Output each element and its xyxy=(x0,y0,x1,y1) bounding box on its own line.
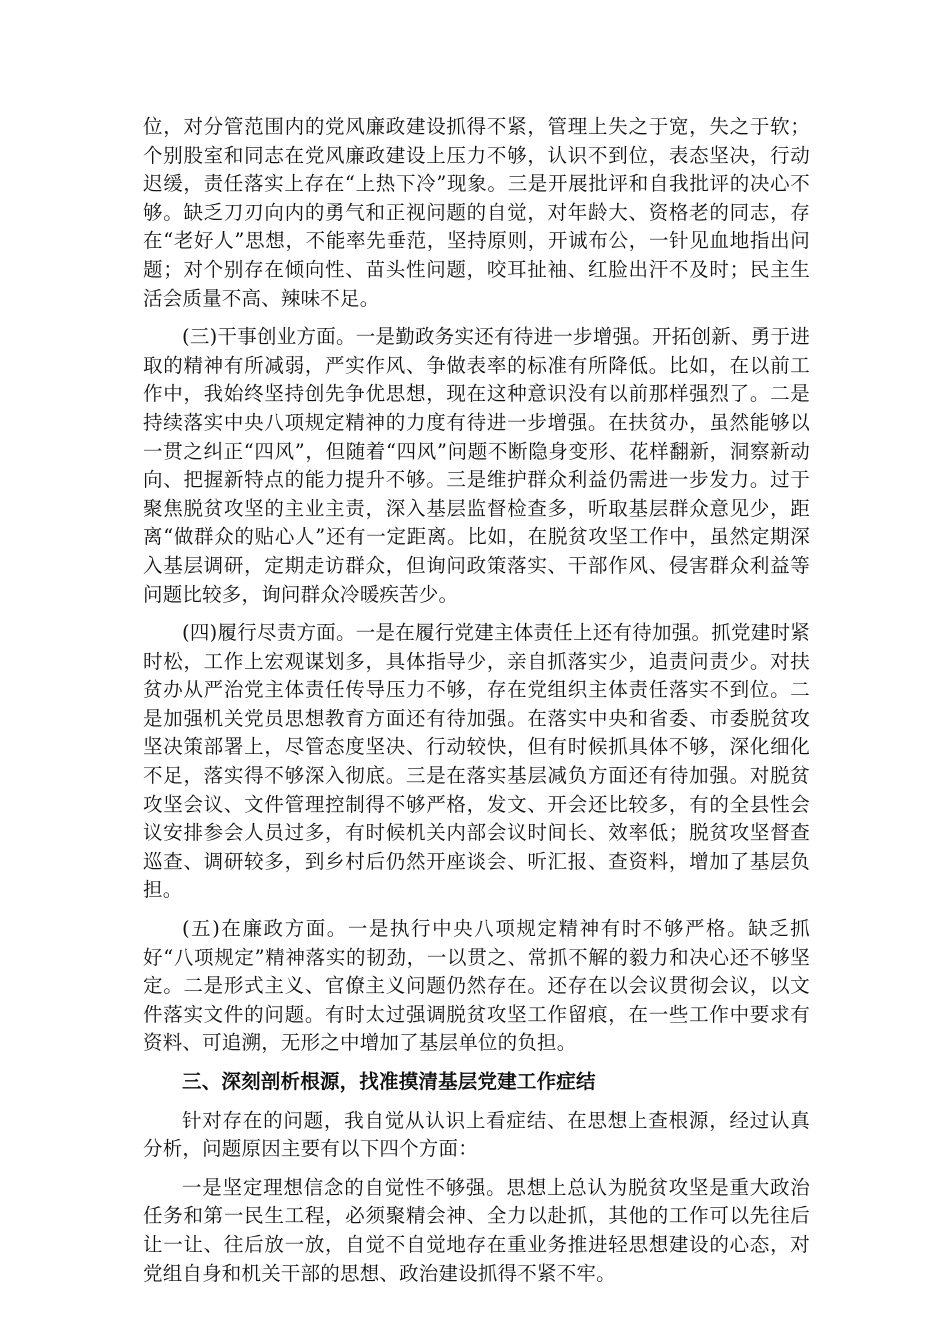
paragraph-career-aspect: (三)干事创业方面。一是勤政务实还有待进一步增强。开拓创新、勇于进取的精神有所减弱，严实作风、争做表率的标准有所降低。比如，在以前工作中，我始终坚持创先争优思想，现在这种意识没有以前那样强烈了。二是持续落实中央八项规定精神的力度有待进一步增强。在扶贫办，虽然能够以一贯之纠正“四风”，但随着“四风”问题不断隐身变形、花样翻新，洞察新动向、把握新特点的能力提升不够。三是维护群众利益仍需进一步发力。过于聚焦脱贫攻坚的主业主责，深入基层监督检查多，听取基层群众意见少，距离“做群众的贴心人”还有一定距离。比如，在脱贫攻坚工作中，虽然定期深入基层调研，定期走访群众，但询问政策落实、干部作风、侵害群众利益等问题比较多，询问群众冷暖疾苦少。 xyxy=(143,325,810,606)
paragraph-integrity-aspect: (五)在廉政方面。一是执行中央八项规定精神有时不够严格。缺乏抓好“八项规定”精神落实的韧劲，一以贯之、常抓不解的毅力和决心还不够坚定。二是形式主义、官僚主义问题仍然存在。还存在以会议贯彻会议，以文件落实文件的问题。有时太过强调脱贫攻坚工作留痕，在一些工作中要求有资料、可追溯，无形之中增加了基层单位的负担。 xyxy=(143,917,810,1055)
paragraph-duty-aspect: (四)履行尽责方面。一是在履行党建主体责任上还有待加强。抓党建时紧时松，工作上宏观谋划多，具体指导少，亲自抓落实少，追责问责少。对扶贫办从严治党主体责任传导压力不够，存在党组织主体责任落实不到位。二是加强机关党员思想教育方面还有待加强。在落实中央和省委、市委脱贫攻坚决策部署上，尽管态度坚决、行动较快，但有时候抓具体不够，深化细化不足，落实得不够深入彻底。三是在落实基层减负方面还有待加强。对脱贫攻坚会议、文件管理控制得不够严格，发文、开会还比较多，有的全县性会议安排参会人员过多，有时候机关内部会议时间长、效率低；脱贫攻坚督查巡查、调研较多，到乡村后仍然开座谈会、听汇报、查资料，增加了基层负担。 xyxy=(143,621,810,902)
paragraph-continuation: 位，对分管范围内的党风廉政建设抓得不紧，管理上失之于宽，失之于软；个别股室和同志在党风廉政建设上压力不够，认识不到位，表态坚决，行动迟缓，责任落实上存在“上热下冷”现象。三是开展批评和自我批评的决心不够。缺乏刀刃向内的勇气和正视问题的自觉，对年龄大、资格老的同志，存在“老好人”思想，不能率先垂范，坚持原则，开诚布公，一针见血地指出问题；对个别存在倾向性、苗头性问题，咬耳扯袖、红脸出汗不及时；民主生活会质量不高、辣味不足。 xyxy=(143,115,810,310)
paragraph-root-cause-intro: 针对存在的问题，我自觉从认识上看症结、在思想上查根源，经过认真分析，问题原因主要有以下四个方面： xyxy=(143,1108,810,1161)
paragraph-root-cause-one: 一是坚定理想信念的自觉性不够强。思想上总认为脱贫攻坚是重大政治任务和第一民生工程，必须聚精会神、全力以赴抓，其他的工作可以先往后让一让、往后放一放，自觉不自觉地存在重业务推进轻思想建设的心态，对党组自身和机关干部的思想、政治建设抓得不紧不牢。 xyxy=(143,1175,810,1285)
section-heading: 三、深刻剖析根源，找准摸清基层党建工作症结 xyxy=(182,1070,596,1093)
document-page xyxy=(143,113,810,1298)
